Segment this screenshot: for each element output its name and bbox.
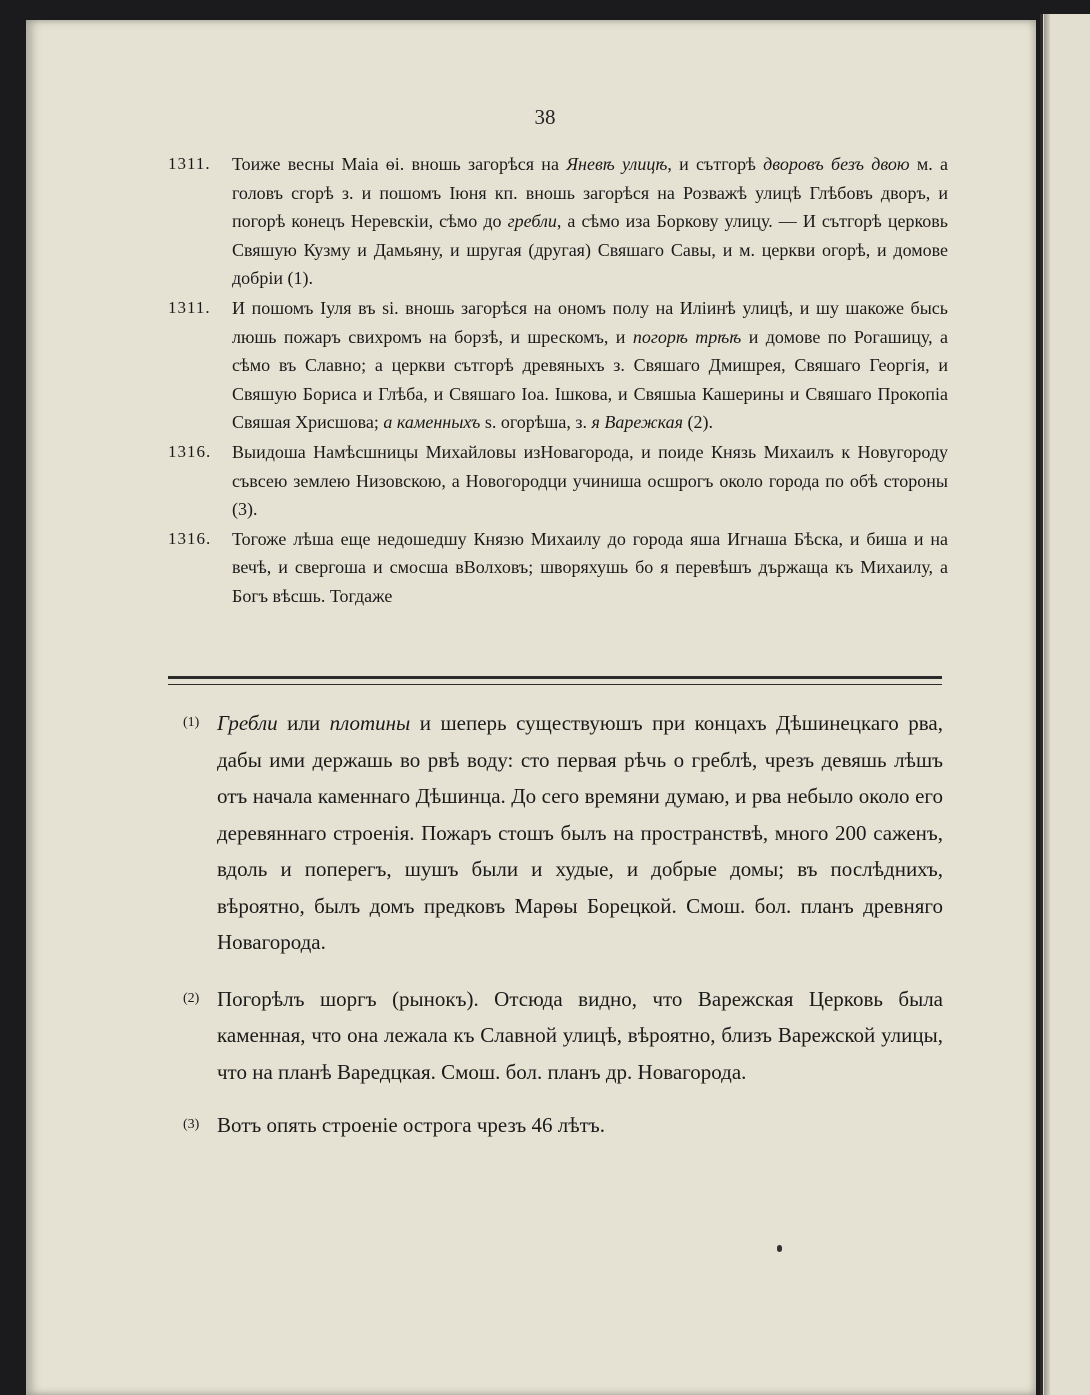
entry-text-run: , а сѣмо иза Боркову улицу. — И сътгорѣ церковь Свяшую Кузму и Дамьяну, и шругая (другая) Свяшаго Савы, и м. церкви огорѣ, и домове добріи (1).: [232, 211, 948, 289]
footnote-marker: (2): [183, 990, 200, 1006]
page-number: 38: [534, 105, 556, 129]
chronicle-entry: [168, 150, 948, 293]
entry-text-run: Выидоша Намѣсшницы Михайловы изНовагорода, и поиде Князь Михаилъ к Новугороду съвсею землею Низовскою, а Новогородци учиниша осшрогъ около города по обѣ стороны (3).: [232, 441, 948, 520]
footnote-marker: (1): [183, 715, 200, 730]
footnotes: [183, 705, 943, 1144]
entry-text: [232, 438, 948, 524]
chronicle-entry: [168, 294, 948, 437]
footnote-text-run: Погорѣлъ шоргъ (рынокъ). Отсюда видно, что Варежская Церковь была каменная, что она лежала къ Славной улицѣ, вѣроятно, близъ Варежской улицы, что на планѣ Варедцкая. Смош. бол. планъ др. Новагорода.: [217, 986, 943, 1084]
footnote-text: [217, 1107, 943, 1144]
footnote-text-run: или: [277, 711, 330, 735]
entry-year: 1316.: [168, 528, 212, 548]
entry-text-run: м. а головъ сгорѣ з. и пошомъ Іюня кп. вношь загорѣся на Розважѣ улицѣ Глѣбовъ дворъ, и погорѣ конецъ Неревскіи, сѣмо до: [232, 154, 948, 232]
entry-text: [232, 150, 948, 293]
entry-text: [232, 294, 948, 437]
chronicle-entries: [168, 150, 948, 611]
footnote: [183, 981, 943, 1091]
entry-text-run: И пошомъ Іуля въ si. вношь загорѣся на ономъ полу на Иліинѣ улицѣ, и шу шакоже бысь люшь пожаръ свихромъ на борзѣ, и шрескомъ, и: [232, 297, 948, 347]
entry-year: 1316.: [168, 441, 212, 461]
chronicle-entry: [168, 438, 948, 524]
entry-italic-run: я Варежкая: [591, 412, 683, 433]
entry-text-run: Тогоже лѣша еще недошедшу Князю Михаилу до города яша Игнаша Бѣска, и биша и на вечѣ, и свергоша и смосша вВолховъ; шворяхушь бо я перевѣшъ държаща къ Михаилу, а Богъ вѣсшь. Тогдаже: [232, 528, 948, 606]
entry-text-run: (2).: [683, 412, 713, 433]
entry-italic-run: дворовъ безъ двою: [763, 154, 910, 174]
footnote-text-run: Вотъ опять строеніе острога чрезъ 46 лѣтъ.: [217, 1113, 605, 1137]
entry-text-run: , и сътгорѣ: [667, 154, 764, 174]
footnote-italic-run: плотины: [329, 711, 411, 735]
entry-text-run: s. огорѣша, з.: [480, 412, 592, 433]
entry-text-run: Тоиже весны Маіа ѳі. вношь загорѣся на: [232, 154, 567, 174]
entry-text-run: и домове по Рогашицу, а сѣмо въ Славно; а церкви сътгорѣ древяныхъ з. Свяшаго Дмишрея, Свяшаго Георгія, и Свяшую Бориса и Глѣба, и Свяшаго Іоа. Ішкова, и Свяшыа Кашерины и Свяшаго Прокопіа Свяшая Хрисшова;: [232, 326, 948, 433]
entry-italic-run: погорѣ трѣѣ: [632, 326, 742, 347]
footnote: [183, 705, 943, 961]
page-fold-shadow: [1044, 14, 1050, 1395]
footnote-separator-rule: [168, 676, 942, 685]
footnote-text-run: и шеперь существуюшъ при концахъ Дѣшинецкаго рва, дабы ими держашь во рвѣ воду: сто первая рѣчь о греблѣ, чрезъ девяшь лѣшъ отъ начала каменнаго Дѣшинца. До сего времяни думаю, и рва небыло около его деревяннаго строенія. Пожаръ стошъ былъ на пространствѣ, много 200 саженъ, вдоль и поперегъ, шушъ были и худые, и добрые домы; въ послѣднихъ, вѣроятно, былъ домъ предковъ Марѳы Борецкой. Смош. бол. планъ древняго Новагорода.: [217, 711, 943, 954]
entry-year: 1311.: [168, 154, 211, 173]
entry-italic-run: Яневѣ улицѣ: [566, 154, 668, 174]
chronicle-entry: [168, 525, 948, 611]
entry-text: [232, 525, 948, 611]
footnote-italic-run: Гребли: [217, 711, 278, 735]
entry-italic-run: а каменныхъ: [383, 412, 481, 433]
entry-year: 1311.: [168, 297, 211, 317]
entry-italic-run: гребли: [507, 211, 557, 232]
ink-speck: [777, 1245, 782, 1252]
footnote: [183, 1107, 943, 1144]
footnote-text: [217, 705, 943, 961]
footnote-marker: (3): [183, 1117, 200, 1132]
footnote-text: [217, 981, 943, 1091]
